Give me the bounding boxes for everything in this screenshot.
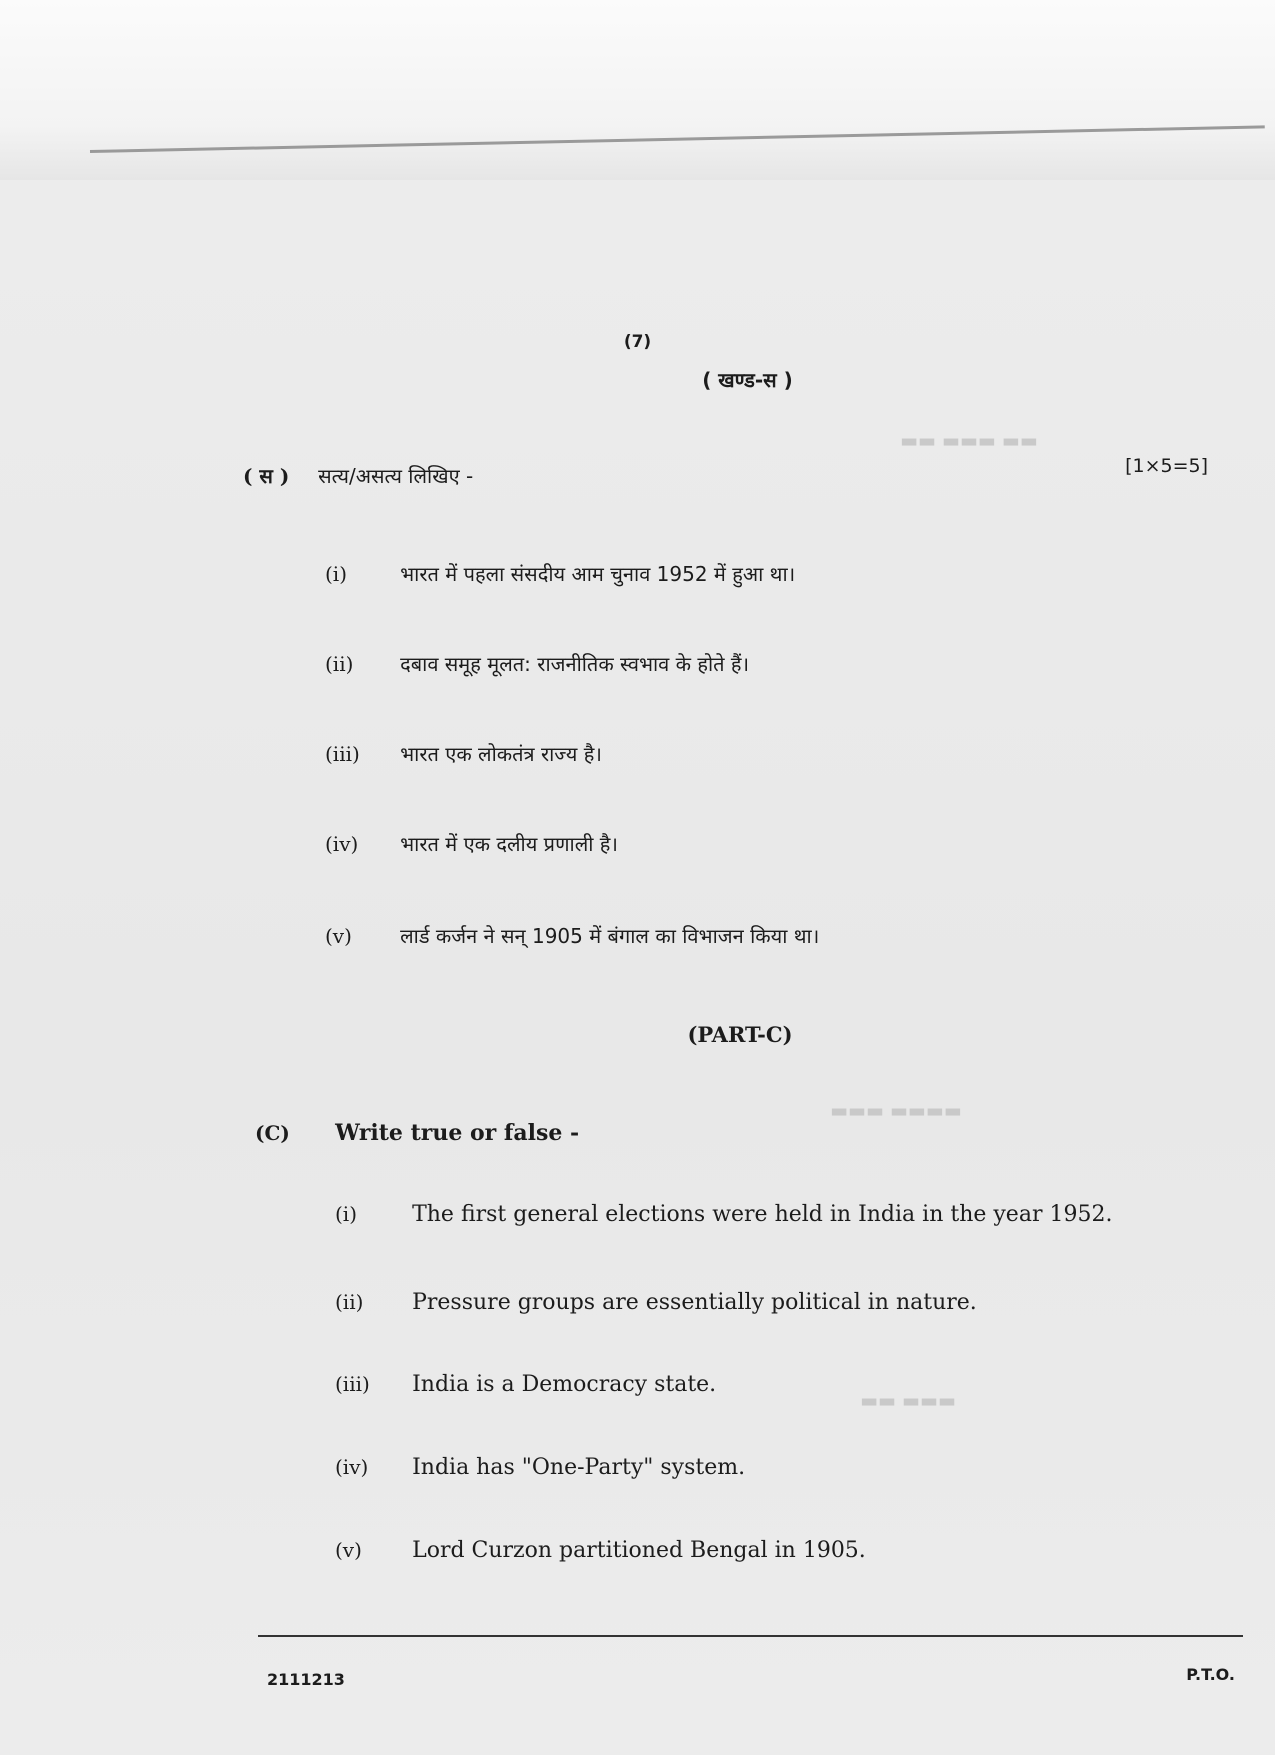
page-number: (7) <box>623 332 652 352</box>
hindi-item <box>325 830 618 857</box>
english-item-number: (v) <box>335 1538 362 1562</box>
marks-allocation: [1×5=5] <box>1125 455 1208 477</box>
english-item <box>335 1538 866 1563</box>
hindi-instruction: सत्य/असत्य लिखिए - <box>318 464 474 488</box>
hindi-item-text: भारत में पहला संसदीय आम चुनाव 1952 में हुआ था। <box>400 562 796 586</box>
hindi-item <box>325 740 602 767</box>
paper-code: 2111213 <box>267 1670 345 1689</box>
english-item <box>335 1202 1112 1227</box>
hindi-item-number: (iv) <box>325 832 359 856</box>
english-question-header <box>255 1120 579 1146</box>
english-item-number: (ii) <box>335 1290 364 1314</box>
hindi-item-text: दबाव समूह मूलत: राजनीतिक स्वभाव के होते हैं। <box>400 652 750 676</box>
bleed-through-decoration: ▬▬ ▬▬▬ ▬▬ <box>900 430 1038 452</box>
hindi-item-text: लार्ड कर्जन ने सन् 1905 में बंगाल का विभाजन किया था। <box>400 924 820 948</box>
english-item-text: India is a Democracy state. <box>412 1372 717 1397</box>
hindi-question-header <box>243 462 473 489</box>
hindi-item <box>325 560 795 587</box>
english-item <box>335 1372 716 1397</box>
english-item-number: (iii) <box>335 1372 370 1396</box>
hindi-item-number: (iii) <box>325 742 360 766</box>
english-item-text: India has "One-Party" system. <box>412 1455 746 1480</box>
page-fold-area <box>0 0 1275 180</box>
english-item-text: Pressure groups are essentially political in nature. <box>412 1290 977 1315</box>
section-heading-hindi: ( खण्ड-स ) <box>702 368 793 392</box>
english-item-number: (i) <box>335 1202 358 1226</box>
part-heading: (PART-C) <box>687 1022 793 1047</box>
hindi-item-text: भारत एक लोकतंत्र राज्य है। <box>400 742 602 766</box>
hindi-question-label: ( स ) <box>243 464 290 488</box>
bleed-through-decoration: ▬▬▬ ▬▬ <box>860 1390 956 1412</box>
hindi-item-number: (v) <box>325 924 352 948</box>
please-turn-over: P.T.O. <box>1186 1665 1235 1684</box>
hindi-item-number: (i) <box>325 562 348 586</box>
footer-divider <box>258 1635 1243 1637</box>
hindi-item <box>325 650 749 677</box>
english-item <box>335 1290 977 1315</box>
english-item-number: (iv) <box>335 1455 369 1479</box>
bleed-through-decoration: ▬▬▬▬ ▬▬▬ <box>830 1100 962 1122</box>
english-question-label: (C) <box>255 1121 290 1145</box>
hindi-item <box>325 922 819 949</box>
hindi-item-number: (ii) <box>325 652 354 676</box>
english-item-text: The first general elections were held in India in the year 1952. <box>412 1202 1113 1227</box>
hindi-item-text: भारत में एक दलीय प्रणाली है। <box>400 832 619 856</box>
english-instruction: Write true or false - <box>335 1120 580 1146</box>
english-item <box>335 1455 745 1480</box>
english-item-text: Lord Curzon partitioned Bengal in 1905. <box>412 1538 866 1563</box>
